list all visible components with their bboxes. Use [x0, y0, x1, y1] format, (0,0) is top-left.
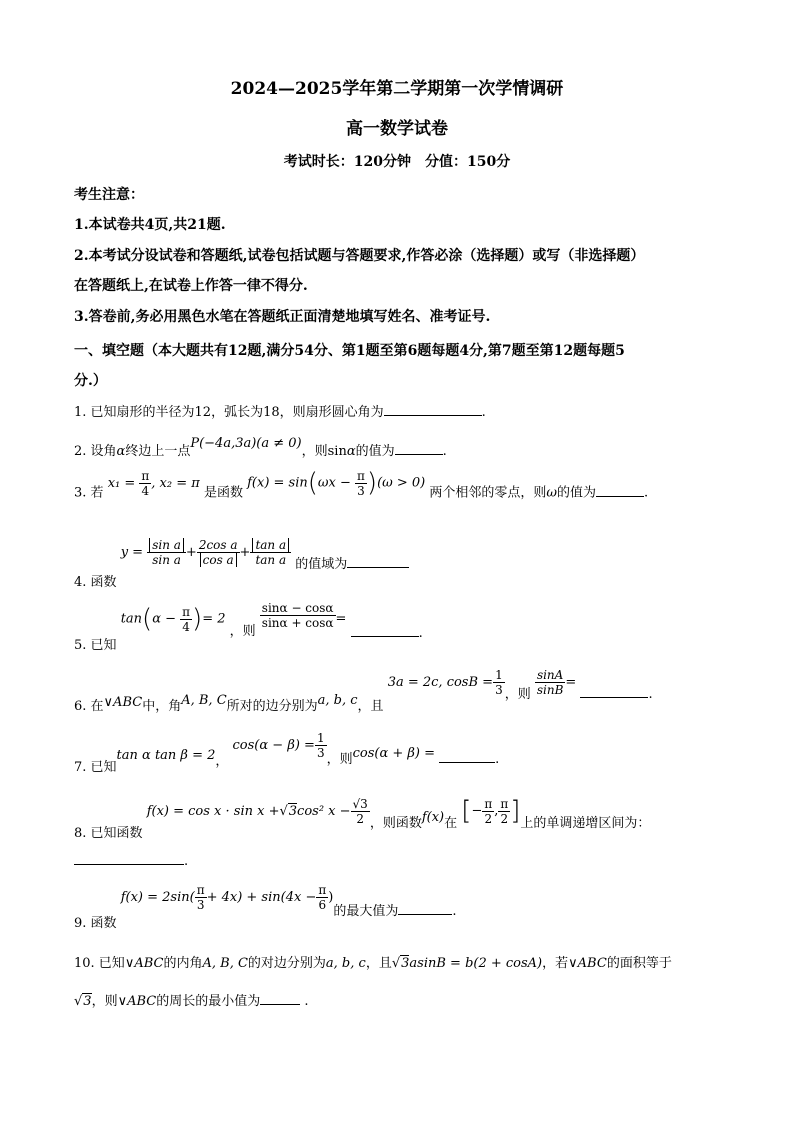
q8-bracket-close: ] — [510, 796, 521, 826]
q5-tan: tan — [120, 611, 143, 627]
q4-num-2: 2cos a — [198, 538, 238, 552]
q10-pre: 10. 已知 — [74, 956, 125, 971]
q4-plus-1: + — [185, 545, 197, 560]
q6-end: . — [648, 687, 653, 702]
q8-cos2: cos² x − — [297, 803, 351, 819]
notice-item-3: 3.答卷前,务必用黑色水笔在答题纸正面清楚地填写姓名、准考证号. — [74, 309, 491, 325]
q4-abs-tan: tan a — [252, 538, 289, 552]
q8-in: 在 — [444, 815, 458, 831]
question-9 — [74, 883, 457, 931]
question-8-answer-line — [74, 850, 188, 869]
q3-f: f(x) = sin — [247, 475, 308, 491]
q2-post: ，则sin — [301, 444, 347, 459]
q8-frac-root3-2 — [351, 797, 370, 826]
q8-f: f(x) = cos x · sin x + — [146, 803, 280, 819]
q10-mid: 的内角 — [163, 956, 203, 971]
q8-frac-pi2-b — [498, 797, 510, 826]
exam-title: 2024—2025学年第二学期第一次学情调研 — [230, 79, 564, 99]
answer-blank — [398, 900, 452, 915]
answer-blank — [74, 850, 184, 865]
q7-cond1: tan α tan β = 2 — [116, 748, 216, 763]
q3-pi-b: π — [357, 468, 365, 483]
q10-mid3: ，且 — [365, 956, 392, 971]
q7-comma: ， — [215, 754, 229, 769]
q4-num-1 — [147, 538, 186, 553]
q2-end: . — [442, 444, 447, 459]
q3-frac-pi3 — [355, 469, 367, 498]
q6-mid3: ，且 — [357, 699, 384, 714]
q10-post2: 的面积等于 — [606, 956, 672, 971]
q5-ratio — [260, 601, 336, 630]
q2-point: P(−4a,3a)(a ≠ 0) — [190, 436, 302, 451]
q3-paren-open: ( — [307, 468, 318, 498]
q5-pi: π — [182, 604, 191, 619]
q3-x2: , x₂ = π — [151, 475, 200, 491]
q5-frac-pi4 — [180, 605, 192, 634]
q8-post2: 上的单调递增区间为： — [520, 815, 651, 831]
notice-heading: 考生注意： — [74, 187, 144, 203]
answer-blank — [260, 990, 300, 1005]
q9-frac-pi3 — [195, 883, 207, 912]
q8-post: ，则函数 — [369, 815, 422, 831]
q10-angles: A, B, C — [202, 956, 248, 971]
q4-abs-sin: sin a — [149, 538, 184, 552]
q5-pre: 5. 已知 — [74, 637, 117, 653]
q9-close: ) — [328, 890, 334, 905]
notice-item-1: 1.本试卷共4页,共21题. — [74, 217, 226, 233]
q4-plus-2: + — [239, 545, 251, 560]
q10-post3: 的周长的最小值为 — [156, 994, 261, 1009]
q7-frac-1-3 — [315, 731, 327, 760]
answer-blank — [395, 440, 443, 455]
q3-inner: ωx − — [317, 475, 351, 491]
q4-num-3 — [250, 538, 291, 553]
q9-end: . — [452, 904, 457, 919]
question-6 — [74, 668, 653, 714]
q5-condition — [121, 604, 226, 634]
q2-post2: 的值为 — [355, 444, 395, 459]
q4-function — [121, 538, 291, 567]
q2-alpha2: α — [346, 444, 356, 459]
exam-info: 考试时长：120分钟 分值：150分 — [283, 154, 511, 170]
answer-blank — [439, 748, 495, 763]
q10-root3b: 3 — [83, 994, 92, 1009]
q4-den-1: sin a — [152, 553, 181, 567]
q8-two2: 2 — [484, 811, 493, 826]
q4-frac-3 — [250, 538, 291, 567]
question-10 — [74, 952, 672, 971]
q8-fx: f(x) — [421, 809, 445, 825]
q5-paren-close: ) — [192, 604, 203, 634]
q5-end: . — [418, 625, 423, 641]
q6-sinB: sinB — [536, 683, 564, 697]
q6-angles: A, B, C — [181, 693, 227, 708]
q9-pi: π — [196, 883, 205, 897]
q10-line2: ，则 — [91, 994, 118, 1009]
q8-root3: 3 — [288, 803, 298, 819]
question-7 — [74, 731, 500, 775]
q9-three: 3 — [196, 898, 205, 912]
answer-blank — [347, 553, 409, 568]
q5-num: sinα − cosα — [261, 600, 334, 615]
q9-f: f(x) = 2sin( — [120, 890, 195, 905]
q9-frac-pi6 — [316, 883, 328, 912]
q10-end: . — [304, 994, 309, 1009]
q3-post2: 的值为 — [557, 485, 597, 501]
q3-cond: (ω > 0) — [377, 475, 426, 491]
q6-pre: 6. 在 — [74, 699, 104, 714]
q5-den: sinα + cosα — [261, 615, 334, 630]
q6-eq: = — [565, 675, 577, 690]
q7-end: . — [495, 752, 500, 767]
answer-blank — [351, 622, 419, 637]
q5-alpha: α − — [152, 611, 177, 627]
q6-sinA: sinA — [535, 668, 566, 683]
q3-three: 3 — [357, 483, 365, 498]
q9-pre: 9. 函数 — [74, 916, 117, 931]
q2-mid: 终边上一点 — [125, 444, 191, 459]
q4-den-2 — [197, 553, 240, 567]
answer-blank — [596, 482, 644, 497]
question-1 — [74, 401, 486, 420]
q4-abs-cos: cos a — [200, 553, 237, 567]
q6-one: 1 — [495, 668, 503, 682]
q7-post: ，则 — [326, 752, 353, 767]
q10-triangle: ∨ABC — [124, 956, 164, 971]
notice-item-2: 2.本考试分设试卷和答题纸,试卷包括试题与答题要求,作答必涂（选择题）或写（非选择题） — [74, 248, 645, 264]
q4-pre: 4. 函数 — [74, 575, 117, 590]
q6-post: ，则 — [504, 687, 531, 702]
q6-condition — [388, 668, 505, 697]
q9-six: 6 — [318, 898, 327, 912]
q10-triangle-2: ∨ABC — [568, 956, 607, 971]
q2-pre: 2. 设角 — [74, 444, 117, 459]
q9-function — [121, 883, 334, 912]
question-1-text: 1. 已知扇形的半径为12，弧长为18，则扇形圆心角为 — [74, 405, 384, 420]
q9-pi2: π — [318, 883, 327, 897]
q10-cond: asinB = b(2 + cosA) — [409, 956, 543, 971]
q8-sqrt-sign: √ — [279, 803, 288, 819]
q3-x1: x₁ = — [107, 475, 136, 491]
q3-end: . — [644, 485, 649, 501]
q5-paren-open: ( — [142, 604, 153, 634]
q10-root3: 3 — [401, 956, 410, 971]
q8-frac-pi2-a — [482, 797, 494, 826]
answer-blank — [580, 683, 648, 698]
q6-mid2: 所对的边分别为 — [226, 699, 318, 714]
q4-y: y = — [120, 545, 144, 560]
q10-sqrt-sign-b: √ — [74, 994, 83, 1009]
q3-post: 两个相邻的零点，则 — [429, 485, 547, 501]
question-4 — [74, 538, 409, 590]
q3-function — [247, 468, 425, 498]
q4-frac-1 — [147, 538, 186, 567]
q6-triangle: ∨ABC — [103, 695, 143, 710]
q2-alpha: α — [116, 444, 126, 459]
q3-pi: π — [141, 468, 150, 483]
q5-comma: ，则 — [229, 623, 256, 639]
q6-sides: a, b, c — [317, 693, 358, 708]
q3-pre: 3. 若 — [74, 485, 104, 501]
q6-mid: 中，角 — [142, 699, 182, 714]
question-10-line-2 — [74, 990, 309, 1009]
answer-blank — [384, 401, 482, 416]
q5-four: 4 — [182, 619, 190, 634]
q10-triangle-3: ∨ABC — [117, 994, 157, 1009]
q6-ratio — [535, 668, 566, 697]
q10-sides: a, b, c — [325, 956, 366, 971]
q3-mid: 是函数 — [203, 485, 243, 501]
q10-mid2: 的对边分别为 — [247, 956, 326, 971]
q8-interval: [− $\frac{\pi}{2}$ , $\frac{\pi}{2}$ ] — [461, 796, 521, 826]
question-1-end: . — [481, 405, 486, 420]
q8-pi: π — [484, 796, 493, 811]
q3-zeros — [108, 469, 200, 498]
q8-bracket-open: [ — [461, 796, 472, 826]
q6-cond: 3a = 2c, cosB = — [387, 675, 494, 690]
q8-function — [147, 797, 370, 826]
q8-end: . — [184, 854, 189, 869]
q8-two: 2 — [356, 811, 364, 826]
q10-post: ，若 — [542, 956, 569, 971]
q10-sqrt-sign: √ — [391, 956, 401, 971]
q5-eq: = 2 — [202, 611, 226, 627]
q8-pre: 8. 已知函数 — [74, 825, 143, 841]
notice-item-2-cont: 在答题纸上,在试卷上作答一律不得分. — [74, 278, 308, 294]
q3-frac-pi4 — [139, 469, 151, 498]
q4-den-3: tan a — [255, 553, 287, 567]
question-5 — [74, 600, 423, 653]
q6-three: 3 — [495, 683, 503, 697]
q7-cos-diff: cos(α − β) = — [232, 738, 315, 753]
q4-frac-2 — [197, 538, 240, 567]
section-heading-cont: 分.） — [74, 373, 107, 389]
q3-four: 4 — [141, 483, 150, 498]
question-8 — [74, 796, 651, 841]
q6-frac-1-3 — [493, 668, 505, 697]
q8-pi2: π — [500, 796, 509, 811]
q9-mid: + 4x) + sin(4x − — [206, 890, 317, 905]
section-heading: 一、填空题（本大题共有12题,满分54分、第1题至第6题每题4分,第7题至第12题每题5 — [74, 343, 625, 359]
exam-subtitle: 高一数学试卷 — [346, 119, 448, 139]
q8-two3: 2 — [500, 811, 509, 826]
question-3 — [74, 468, 649, 508]
q7-pre: 7. 已知 — [74, 760, 117, 775]
q7-three: 3 — [316, 746, 325, 760]
q3-omega: ω — [546, 485, 558, 501]
q5-eq2: = — [335, 611, 347, 627]
question-2 — [74, 436, 447, 459]
q8-num: √3 — [352, 796, 368, 811]
q7-one: 1 — [316, 731, 325, 745]
q8-minus: − — [471, 803, 483, 819]
q7-cond2 — [233, 731, 327, 760]
q7-target: cos(α + β) = — [352, 746, 435, 761]
q9-post: 的最大值为 — [333, 904, 399, 919]
q3-paren-close: ) — [366, 468, 378, 498]
q4-post: 的值域为 — [295, 557, 348, 572]
